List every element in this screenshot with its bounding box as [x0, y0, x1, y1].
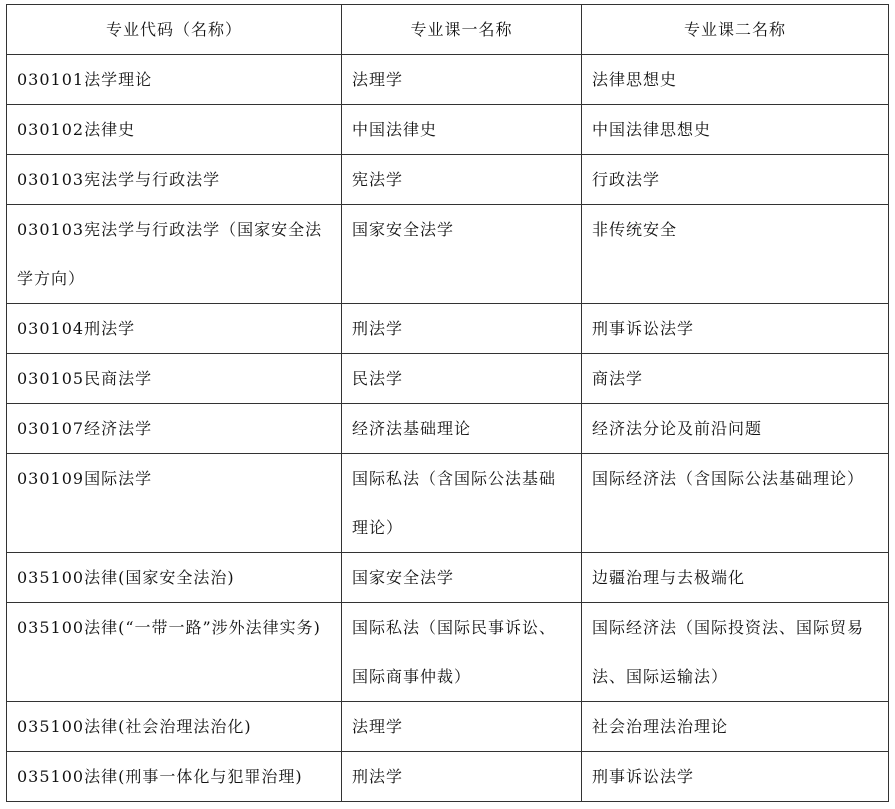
header-course-one: 专业课一名称	[342, 5, 582, 55]
table-row	[7, 702, 889, 752]
table-row	[7, 404, 889, 454]
course-two-cell: 法律思想史	[582, 55, 889, 105]
major-code-cell: 035100法律(刑事一体化与犯罪治理)	[7, 752, 342, 802]
table-row	[7, 105, 889, 155]
course-two-cell: 国际经济法（国际投资法、国际贸易法、国际运输法）	[582, 603, 889, 702]
table-row	[7, 205, 889, 304]
table-header-row	[7, 5, 889, 55]
course-two-cell: 商法学	[582, 354, 889, 404]
course-one-cell: 民法学	[342, 354, 582, 404]
course-two-cell: 国际经济法（含国际公法基础理论）	[582, 454, 889, 553]
course-one-cell: 经济法基础理论	[342, 404, 582, 454]
course-two-cell: 刑事诉讼法学	[582, 304, 889, 354]
table-row	[7, 354, 889, 404]
course-one-cell: 刑法学	[342, 752, 582, 802]
table-row	[7, 155, 889, 205]
major-code-cell: 030109国际法学	[7, 454, 342, 553]
table-row	[7, 603, 889, 702]
course-two-cell: 经济法分论及前沿问题	[582, 404, 889, 454]
major-code-cell: 030103宪法学与行政法学（国家安全法学方向）	[7, 205, 342, 304]
course-one-cell: 法理学	[342, 55, 582, 105]
course-one-cell: 法理学	[342, 702, 582, 752]
course-two-cell: 刑事诉讼法学	[582, 752, 889, 802]
course-two-cell: 中国法律思想史	[582, 105, 889, 155]
course-two-cell: 社会治理法治理论	[582, 702, 889, 752]
major-code-cell: 030107经济法学	[7, 404, 342, 454]
major-code-cell: 030105民商法学	[7, 354, 342, 404]
table-row	[7, 454, 889, 553]
major-code-cell: 035100法律(“一带一路”涉外法律实务)	[7, 603, 342, 702]
table-row	[7, 553, 889, 603]
header-course-two: 专业课二名称	[582, 5, 889, 55]
course-two-cell: 非传统安全	[582, 205, 889, 304]
major-code-cell: 035100法律(国家安全法治)	[7, 553, 342, 603]
course-one-cell: 刑法学	[342, 304, 582, 354]
course-one-cell: 中国法律史	[342, 105, 582, 155]
major-code-cell: 030102法律史	[7, 105, 342, 155]
course-one-cell: 国际私法（含国际公法基础理论）	[342, 454, 582, 553]
major-course-table	[6, 4, 889, 802]
course-two-cell: 行政法学	[582, 155, 889, 205]
header-major-code: 专业代码（名称）	[7, 5, 342, 55]
course-one-cell: 宪法学	[342, 155, 582, 205]
major-code-cell: 030103宪法学与行政法学	[7, 155, 342, 205]
course-one-cell: 国家安全法学	[342, 205, 582, 304]
major-code-cell: 035100法律(社会治理法治化)	[7, 702, 342, 752]
major-code-cell: 030104刑法学	[7, 304, 342, 354]
course-one-cell: 国家安全法学	[342, 553, 582, 603]
table-row	[7, 752, 889, 802]
table-row	[7, 55, 889, 105]
course-two-cell: 边疆治理与去极端化	[582, 553, 889, 603]
course-one-cell: 国际私法（国际民事诉讼、国际商事仲裁）	[342, 603, 582, 702]
major-code-cell: 030101法学理论	[7, 55, 342, 105]
table-row	[7, 304, 889, 354]
